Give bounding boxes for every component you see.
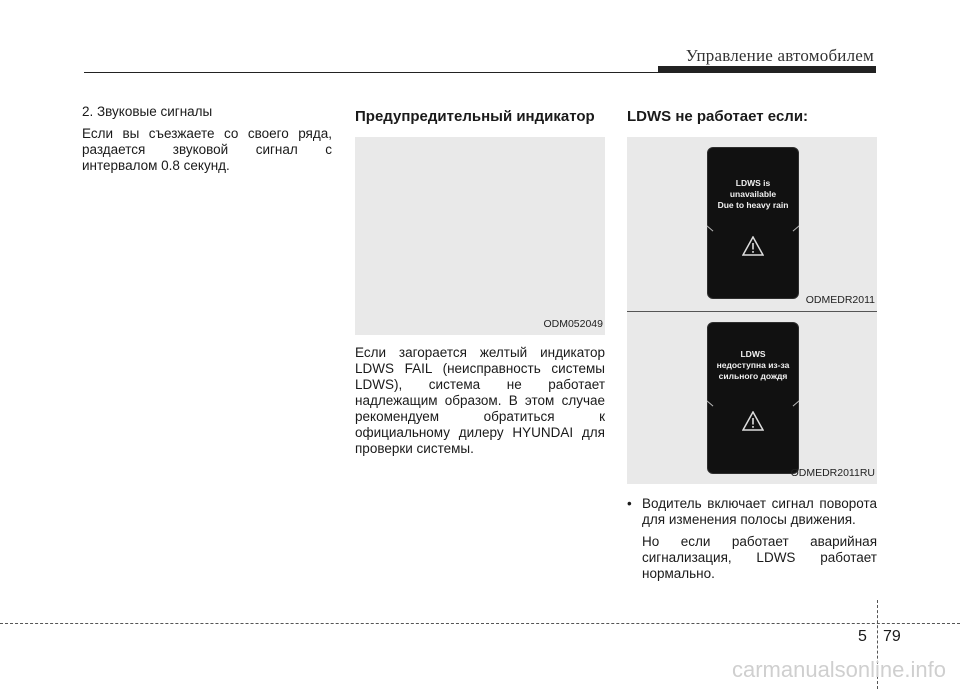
footer-dashed-rule bbox=[0, 623, 960, 624]
warning-triangle-icon bbox=[742, 236, 764, 256]
header-rule-thick bbox=[658, 66, 876, 73]
display-line bbox=[707, 401, 714, 407]
indicator-image bbox=[355, 137, 605, 335]
cluster-image-en bbox=[627, 137, 877, 311]
bullet-list bbox=[627, 496, 877, 582]
bullet: • bbox=[627, 496, 632, 511]
indicator-text: Если загорается желтый индикатор LDWS FAIL (неисправность системы LDWS), система не работает надлежащим образом. В этом случае рекомендуем обратиться к официальному дилеру HYUNDAI для проверки системы. bbox=[355, 345, 605, 456]
warning-indicator-heading: Предупредительный индикатор bbox=[355, 108, 595, 125]
cluster-display bbox=[707, 147, 799, 299]
display-line bbox=[793, 226, 800, 232]
display-message bbox=[708, 349, 798, 382]
running-header: Управление автомобилем bbox=[685, 46, 874, 65]
display-line-2: недоступна из-за bbox=[716, 360, 790, 370]
display-line-2: unavailable bbox=[729, 189, 777, 199]
cluster-display bbox=[707, 322, 799, 474]
display-line-1: LDWS is bbox=[735, 178, 771, 188]
column-3 bbox=[627, 104, 877, 588]
bullet-text: Водитель включает сигнал поворота для изменения полосы движения. bbox=[642, 496, 877, 527]
ldws-unavailable-heading: LDWS не работает если: bbox=[627, 108, 809, 125]
followup-text: Но если работает аварийная сигнализация, LDWS работает нормально. bbox=[642, 534, 877, 581]
display-line-3: Due to heavy rain bbox=[717, 200, 789, 210]
image-code: ODM052049 bbox=[543, 318, 603, 330]
display-message bbox=[708, 178, 798, 211]
watermark: carmanualsonline.info bbox=[731, 657, 946, 682]
column-2 bbox=[355, 104, 605, 463]
list-item bbox=[627, 496, 877, 528]
display-line bbox=[793, 401, 800, 407]
cluster-image-ru bbox=[627, 312, 877, 484]
warning-triangle-icon bbox=[742, 411, 764, 431]
chapter-number: 5 bbox=[858, 628, 867, 645]
display-line bbox=[707, 226, 714, 232]
sound-alert-text: Если вы съезжаете со своего ряда, раздается звуковой сигнал с интервалом 0.8 секунд. bbox=[82, 126, 332, 173]
image-code: ODMEDR2011 bbox=[805, 294, 875, 306]
display-line-3: сильного дождя bbox=[718, 371, 788, 381]
page-number: 79 bbox=[883, 628, 901, 645]
column-1 bbox=[82, 104, 332, 180]
display-line-1: LDWS bbox=[740, 349, 766, 359]
item-title: 2. Звуковые сигналы bbox=[82, 104, 213, 119]
image-code: ODMEDR2011RU bbox=[790, 467, 875, 479]
